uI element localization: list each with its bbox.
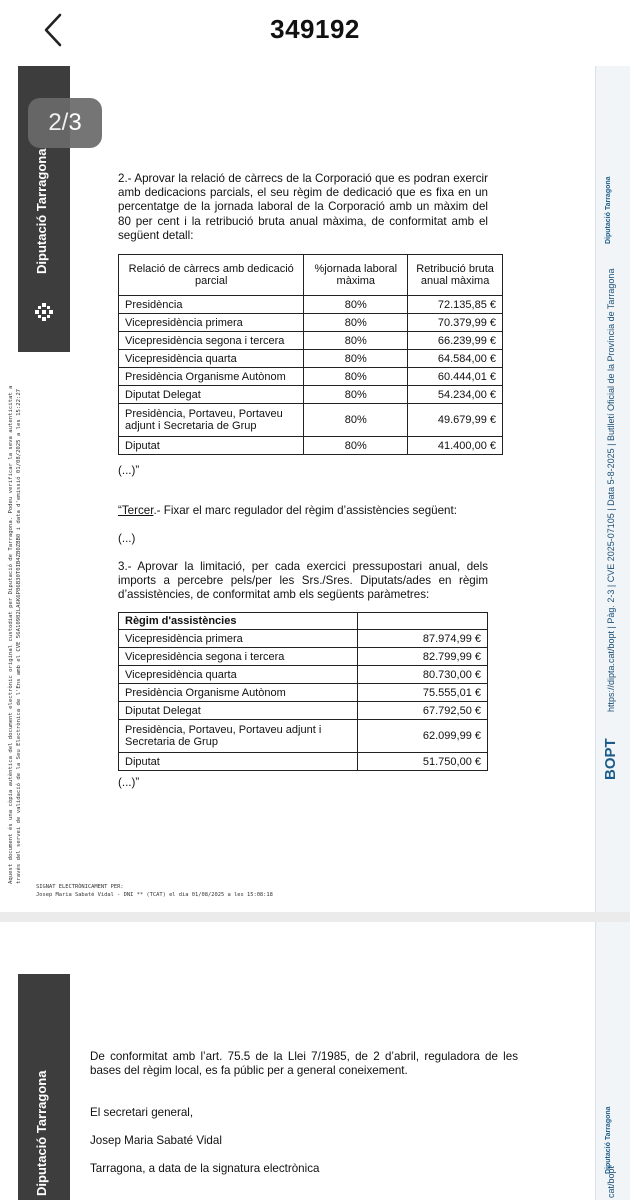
bopt-side-strip — [595, 66, 630, 912]
table-cell: 66.239,99 € — [408, 332, 503, 350]
table-row — [119, 404, 503, 437]
paragraph-3: 3.- Aprovar la limitació, per cada exercici pressupostari anual, dels imports a percebre pels/per les Srs./Sres. Diputats/ades en règim d’assistències, de conformitat amb els següents paràmetres: — [118, 560, 488, 602]
right-brand-text: Diputació Tarragona — [605, 1106, 612, 1174]
table-cell: 72.135,85 € — [408, 296, 503, 314]
table-row — [119, 648, 488, 666]
table-header-cell: Retribució bruta anual màxima — [408, 255, 503, 296]
table-cell: 80.730,00 € — [358, 666, 488, 684]
signature-line-1: SIGNAT ELECTRÒNICAMENT PER: — [36, 884, 124, 890]
table-cell: Diputat Delegat — [119, 702, 358, 720]
bopt-logo-text: BOPT — [602, 738, 619, 780]
document-title: 349192 — [270, 14, 360, 44]
diputacio-logo-icon — [35, 303, 53, 321]
table-cell: 62.099,99 € — [358, 720, 488, 753]
signer-role: El secretari general, — [90, 1106, 194, 1119]
paragraph-2: 2.- Aprovar la relació de càrrecs de la Corporació que es podran exercir amb dedicacions parcials, el seu règim de dedicació que es fixa en un percentatge de la jornada laboral de la Corporació amb un màxim del 80 per cent i la retribució bruta anual màxima, de conformitat amb el següent detall: — [118, 172, 488, 242]
signer-name: Josep Maria Sabaté Vidal — [90, 1134, 222, 1147]
app-top-bar — [0, 0, 630, 62]
ellipsis-quote-2: (...)” — [118, 776, 140, 789]
bopt-side-strip — [595, 922, 630, 1200]
table-cell: 49.679,99 € — [408, 404, 503, 437]
table-cell: 75.555,01 € — [358, 684, 488, 702]
ellipsis: (...) — [118, 532, 136, 545]
table-cell: 60.444,01 € — [408, 368, 503, 386]
table-cell: Diputat — [119, 753, 358, 771]
tercer-paragraph — [118, 504, 457, 518]
table-cell: 80% — [304, 437, 408, 455]
table-row — [119, 437, 503, 455]
table-cell: 51.750,00 € — [358, 753, 488, 771]
table-cell: 80% — [304, 404, 408, 437]
table-cell: Presidència Organisme Autònom — [119, 684, 358, 702]
pdf-viewer[interactable] — [0, 66, 630, 1200]
table-cell: 70.379,99 € — [408, 314, 503, 332]
partial-dedication-table — [118, 254, 503, 455]
page-indicator: 2/3 — [28, 98, 102, 148]
table-cell: 80% — [304, 296, 408, 314]
table-header-row — [119, 255, 503, 296]
table-row — [119, 350, 503, 368]
table-cell: 80% — [304, 386, 408, 404]
table-row — [119, 720, 488, 753]
table-row — [119, 702, 488, 720]
bopt-info-line: https://dipta.cat/bopt | Pàg. 2-3 | CVE 2025-07105 | Data 5-8-2025 | Butlletí Oficial de la Província de Tarragona — [606, 268, 616, 712]
right-brand-text: Diputació Tarragona — [605, 176, 612, 244]
table-cell: Vicepresidència primera — [119, 630, 358, 648]
table-cell: 87.974,99 € — [358, 630, 488, 648]
table-cell: 54.234,00 € — [408, 386, 503, 404]
table-header-cell: Relació de càrrecs amb dedicació parcial — [119, 255, 304, 296]
table-cell: 80% — [304, 350, 408, 368]
table-row — [119, 314, 503, 332]
authenticity-notice-1: Aquest document és una còpia autèntica del document electrònic original custodiat per Diputació de Tarragona. Podeu verificar la seva autenticitat a — [8, 385, 14, 884]
left-brand-text: Diputació Tarragona — [34, 1070, 49, 1196]
left-brand-text: Diputació Tarragona — [34, 148, 49, 274]
table-cell: 80% — [304, 368, 408, 386]
table-cell: Vicepresidència primera — [119, 314, 304, 332]
table-cell: 80% — [304, 332, 408, 350]
tercer-label: “Tercer — [118, 504, 154, 517]
bopt-info-line: cat/bopt — [606, 1165, 616, 1198]
left-brand-band — [18, 974, 70, 1200]
table-cell: 80% — [304, 314, 408, 332]
ellipsis-quote: (...)” — [118, 464, 140, 477]
assistance-regime-table — [118, 612, 488, 771]
table-cell: Vicepresidència quarta — [119, 350, 304, 368]
table-cell: Vicepresidència segona i tercera — [119, 332, 304, 350]
table-header-cell — [358, 613, 488, 630]
table-cell: 67.792,50 € — [358, 702, 488, 720]
signature-place: Tarragona, a data de la signatura electrònica — [90, 1162, 320, 1175]
table-row — [119, 332, 503, 350]
table-cell: 41.400,00 € — [408, 437, 503, 455]
signature-line-2: Josep Maria Sabaté Vidal - DNI ** (TCAT) el dia 01/08/2025 a les 15:08:18 — [36, 892, 273, 898]
table-header-cell: Règim d'assistències — [119, 613, 358, 630]
pdf-page-2 — [0, 66, 630, 912]
table-row — [119, 386, 503, 404]
table-header-cell: %jornada laboral màxima — [304, 255, 408, 296]
table-row — [119, 296, 503, 314]
authenticity-notice-2: través del servei de validació de la Seu Electrònica de l'Ens amb el CVE 56A10982LA6K6P86B30T0IB4ZB0ZBB0 i data d'emissió 01/08/2025 a les 15:22:27 — [16, 388, 22, 884]
pdf-page-3 — [0, 922, 630, 1200]
table-cell: Diputat Delegat — [119, 386, 304, 404]
table-row — [119, 684, 488, 702]
tercer-text: .- Fixar el marc regulador del règim d’assistències següent: — [153, 504, 457, 517]
table-cell: Presidència, Portaveu, Portaveu adjunt i Secretaria de Grup — [119, 404, 304, 437]
table-row — [119, 666, 488, 684]
table-row — [119, 368, 503, 386]
table-cell: 64.584,00 € — [408, 350, 503, 368]
table-cell: Presidència — [119, 296, 304, 314]
closing-paragraph: De conformitat amb l’art. 75.5 de la Llei 7/1985, de 2 d’abril, reguladora de les bases del règim local, es fa públic per a general coneixement. — [90, 1050, 518, 1078]
table-header-row — [119, 613, 488, 630]
table-cell: Diputat — [119, 437, 304, 455]
table-cell: Vicepresidència segona i tercera — [119, 648, 358, 666]
table-cell: Presidència Organisme Autònom — [119, 368, 304, 386]
table-cell: Vicepresidència quarta — [119, 666, 358, 684]
table-cell: 82.799,99 € — [358, 648, 488, 666]
table-row — [119, 630, 488, 648]
table-cell: Presidència, Portaveu, Portaveu adjunt i Secretaria de Grup — [119, 720, 358, 753]
table-row — [119, 753, 488, 771]
